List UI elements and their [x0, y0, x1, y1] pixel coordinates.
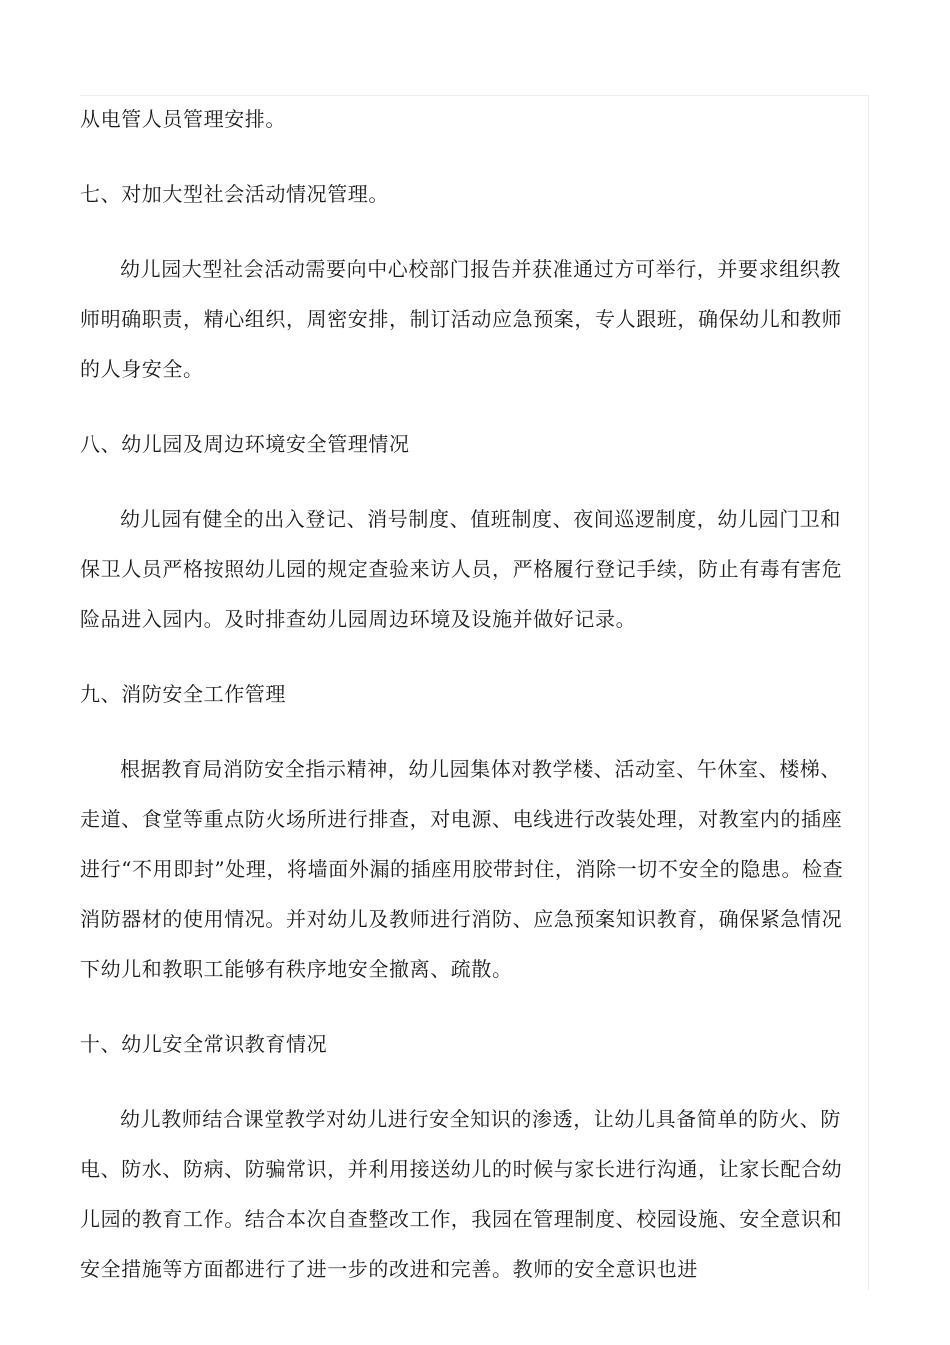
- paragraph-section-10: 幼儿教师结合课堂教学对幼儿进行安全知识的渗透，让幼儿具备简单的防火、防电、防水、防病、防骗常识，并利用接送幼儿的时候与家长进行沟通，让家长配合幼儿园的教育工作。结合本次自查整改工作，我园在管理制度、校园设施、安全意识和安全措施等方面都进行了进一步的改进和完善。教师的安全意识也进: [80, 1107, 843, 1281]
- section-heading-9: 九、消防安全工作管理: [80, 682, 286, 706]
- paragraph-continuation: 从电管人员管理安排。: [80, 107, 286, 131]
- page-border-right: [868, 95, 869, 1290]
- paragraph-section-8: 幼儿园有健全的出入登记、消号制度、值班制度、夜间巡逻制度，幼儿园门卫和保卫人员严格按照幼儿园的规定查验来访人员，严格履行登记手续，防止有毒有害危险品进入园内。及时排查幼儿园周边环境及设施并做好记录。: [80, 507, 843, 631]
- document-body: [80, 94, 850, 1294]
- section-heading-7: 七、对加大型社会活动情况管理。: [80, 182, 389, 206]
- paragraph-section-7: 幼儿园大型社会活动需要向中心校部门报告并获准通过方可举行，并要求组织教师明确职责，精心组织，周密安排，制订活动应急预案，专人跟班，确保幼儿和教师的人身安全。: [80, 257, 843, 381]
- section-heading-8: 八、幼儿园及周边环境安全管理情况: [80, 432, 410, 456]
- section-heading-10: 十、幼儿安全常识教育情况: [80, 1032, 328, 1056]
- paragraph-section-9: 根据教育局消防安全指示精神，幼儿园集体对教学楼、活动室、午休室、楼梯、走道、食堂等重点防火场所进行排查，对电源、电线进行改装处理，对教室内的插座进行“不用即封”处理，将墙面外漏的插座用胶带封住，消除一切不安全的隐患。检查消防器材的使用情况。并对幼儿及教师进行消防、应急预案知识教育，确保紧急情况下幼儿和教职工能够有秩序地安全撤离、疏散。: [80, 757, 844, 981]
